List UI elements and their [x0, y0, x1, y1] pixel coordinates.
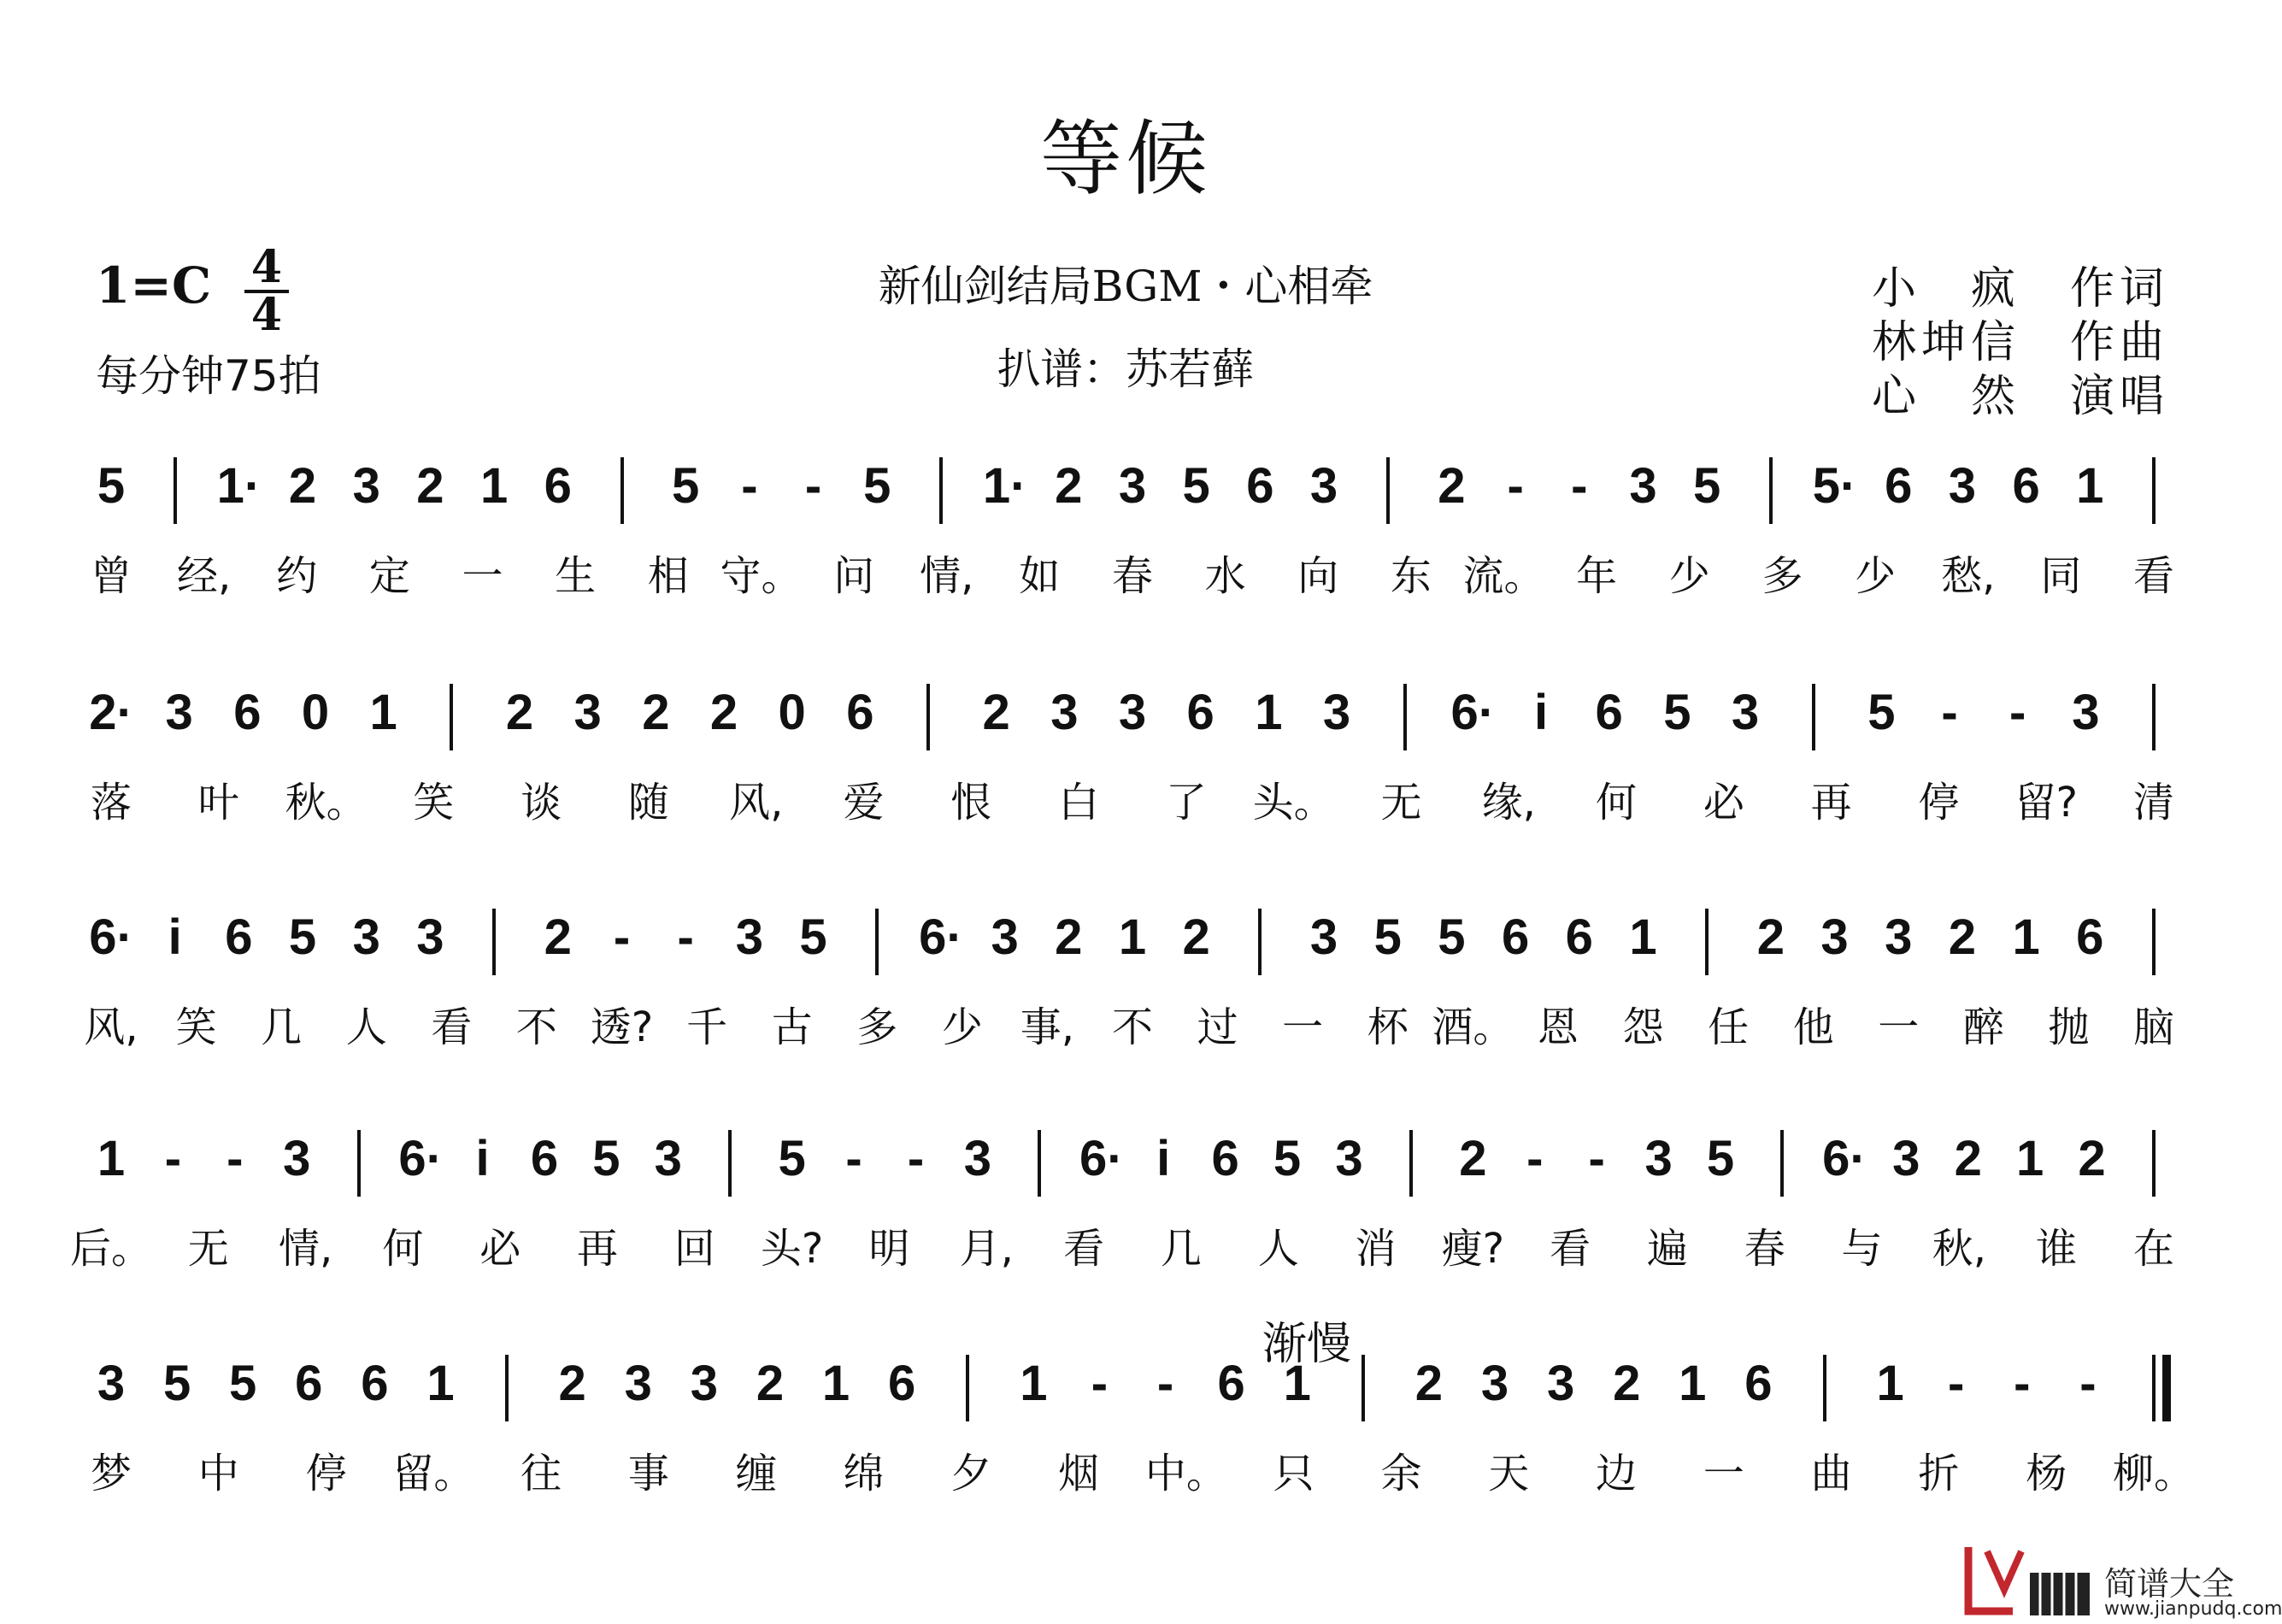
note: 5 — [1182, 458, 1210, 514]
note: 1· — [216, 458, 262, 514]
lyric-char: 清 — [2132, 779, 2175, 827]
lyric-char: 年 — [1576, 552, 1618, 600]
note: - — [613, 909, 631, 965]
note: 6 — [888, 1356, 916, 1411]
lyric-char: 停 — [1918, 779, 1960, 827]
lyric-char: 情, — [920, 552, 974, 600]
note: - — [1526, 1131, 1544, 1186]
barline — [492, 909, 496, 975]
note: 3 — [416, 909, 444, 965]
note: 2 — [288, 458, 317, 514]
note: 5 — [778, 1131, 806, 1186]
note: 6 — [361, 1356, 389, 1411]
note: 6 — [2012, 458, 2040, 514]
credit-composer: 林坤信 作曲 — [1872, 317, 2170, 368]
note: 5 — [1693, 458, 1721, 514]
subtitle: 新仙剑结局BGM・心相牵 — [878, 262, 1373, 311]
note: 6 — [295, 1356, 323, 1411]
barline — [2152, 457, 2156, 524]
lyric-char: 多 — [856, 1003, 898, 1051]
barline — [926, 684, 930, 750]
lyric-char: 相 — [647, 552, 689, 600]
note: 2 — [756, 1356, 785, 1411]
note: 2 — [1055, 909, 1083, 965]
note: 2 — [1414, 1356, 1444, 1411]
barline — [357, 1130, 361, 1197]
lyric-char: 几 — [261, 1003, 303, 1051]
lyric-char: 不 — [515, 1003, 557, 1051]
note: 6· — [1079, 1131, 1124, 1186]
lyric-char: 抛 — [2048, 1003, 2090, 1051]
note: 2 — [1182, 909, 1210, 965]
lyric-char: 梦 — [90, 1450, 132, 1497]
note: 3 — [352, 909, 380, 965]
lyric-char: 古 — [771, 1003, 813, 1051]
note: 3 — [1309, 909, 1338, 965]
lyric-char: 再 — [1810, 779, 1852, 827]
barline — [1258, 909, 1262, 975]
lyric-char: 何 — [382, 1225, 424, 1273]
barline — [2152, 909, 2156, 975]
barline — [2152, 1130, 2156, 1197]
lyric-char: 中。 — [1144, 1450, 1227, 1497]
lyric-char: 消 — [1355, 1225, 1397, 1273]
note: 5 — [229, 1356, 257, 1411]
note: 5 — [799, 909, 827, 965]
lyric-char: 看 — [1063, 1225, 1105, 1273]
note: - — [845, 1131, 862, 1186]
lyric-char: 醉 — [1962, 1003, 2004, 1051]
lyric-char: 一 — [1282, 1003, 1324, 1051]
barline — [2152, 684, 2156, 750]
note: 0 — [778, 685, 806, 740]
credit-lyricist: 小 疯 作词 — [1872, 263, 2170, 315]
lyric-char: 中 — [197, 1450, 239, 1497]
lyric-char: 酒。 — [1432, 1003, 1514, 1051]
note: 2 — [709, 685, 738, 740]
note: 3 — [654, 1131, 682, 1186]
barline — [1403, 684, 1407, 750]
note: i — [1533, 685, 1549, 740]
note: 6· — [1822, 1131, 1867, 1186]
lyric-char: 折 — [1918, 1450, 1960, 1497]
lyric-char: 爱 — [843, 779, 885, 827]
note: 3 — [2072, 685, 2100, 740]
note: 1 — [2016, 1131, 2044, 1186]
lyric-char: 秋, — [1932, 1225, 1987, 1273]
note: 6· — [89, 909, 133, 965]
tempo-text: 每分钟75拍 — [96, 351, 321, 401]
lyric-char: 看 — [431, 1003, 473, 1051]
lyric-char: 缠 — [735, 1450, 777, 1497]
note: i — [1156, 1131, 1171, 1186]
note: 3 — [1480, 1356, 1509, 1411]
note: 6 — [1186, 685, 1215, 740]
note: 6 — [544, 458, 572, 514]
note: 3 — [283, 1131, 311, 1186]
lyric-char: 绵 — [843, 1450, 885, 1497]
lyric-char: 人 — [1257, 1225, 1299, 1273]
lyric-char: 流。 — [1462, 552, 1545, 600]
note: 3 — [991, 909, 1019, 965]
lyric-char: 春 — [1111, 552, 1154, 600]
barline — [1362, 1355, 1365, 1421]
barline — [1409, 1130, 1413, 1197]
barline — [450, 684, 453, 750]
note: 6 — [1595, 685, 1623, 740]
note: 6· — [919, 909, 963, 965]
lyric-char: 怨 — [1622, 1003, 1664, 1051]
note: 2· — [89, 685, 133, 740]
lyric-char: 愁, — [1941, 552, 1996, 600]
note: 1 — [821, 1356, 850, 1411]
lyric-char: 叶 — [197, 779, 239, 827]
note: 1 — [1629, 909, 1657, 965]
lyric-char: 与 — [1841, 1225, 1883, 1273]
note: 2 — [642, 685, 670, 740]
lyric-char: 恩 — [1537, 1003, 1579, 1051]
note: 2 — [982, 685, 1010, 740]
note: 3 — [165, 685, 193, 740]
note: 3 — [1118, 685, 1147, 740]
note: 5 — [1438, 909, 1466, 965]
note: 2 — [1438, 458, 1466, 514]
note: 5· — [1812, 458, 1857, 514]
lyric-char: 烟 — [1058, 1450, 1100, 1497]
barline — [1812, 684, 1815, 750]
note: 3 — [1644, 1131, 1673, 1186]
time-signature-bottom: 4 — [250, 289, 283, 341]
note: 6· — [1450, 685, 1496, 740]
barline — [174, 457, 177, 524]
note: 5 — [1706, 1131, 1735, 1186]
lyric-char: 同 — [2040, 552, 2082, 600]
lyric-char: 白 — [1058, 779, 1100, 827]
barline — [1780, 1130, 1784, 1197]
lyric-char: 看 — [1550, 1225, 1591, 1273]
lyric-char: 向 — [1297, 552, 1339, 600]
note: 3 — [97, 1356, 126, 1411]
note: 5 — [1867, 685, 1896, 740]
lyric-char: 事, — [1020, 1003, 1075, 1051]
note: 1 — [369, 685, 397, 740]
note: - — [741, 458, 758, 514]
lyric-char: 必 — [479, 1225, 521, 1273]
lyric-char: 杯 — [1367, 1003, 1409, 1051]
note: 1 — [1255, 685, 1283, 740]
tempo-mark-ritardando: 渐慢 — [1262, 1319, 1352, 1370]
note: 1 — [2076, 458, 2104, 514]
lyric-char: 情, — [278, 1225, 333, 1273]
lyric-char: 问 — [833, 552, 875, 600]
lyric-char: 随 — [627, 779, 669, 827]
lyric-char: 夕 — [950, 1450, 992, 1497]
barline — [728, 1130, 732, 1197]
note: 3 — [690, 1356, 718, 1411]
note: 2 — [544, 909, 572, 965]
note: 5 — [672, 458, 700, 514]
barline — [875, 909, 879, 975]
lyric-char: 无 — [1380, 779, 1422, 827]
barline — [1705, 909, 1709, 975]
note: 5 — [1663, 685, 1691, 740]
credit-singer: 心 然 演唱 — [1872, 371, 2170, 422]
lyric-char: 头? — [760, 1225, 824, 1273]
score-row — [0, 909, 2251, 1122]
note: 1 — [1118, 909, 1147, 965]
lyric-char: 缘, — [1481, 779, 1536, 827]
note: 1 — [479, 458, 509, 514]
note: 3 — [1309, 458, 1338, 514]
note: - — [2009, 685, 2026, 740]
note: 2 — [1055, 458, 1083, 514]
note: 3 — [573, 685, 602, 740]
note: 1 — [1679, 1356, 1707, 1411]
note: 3 — [735, 909, 764, 965]
lyric-char: 恨 — [950, 779, 992, 827]
note: - — [907, 1131, 925, 1186]
note: - — [2079, 1356, 2097, 1411]
note: i — [168, 909, 182, 965]
barline — [1386, 457, 1390, 524]
lyric-char: 秋。 — [285, 779, 368, 827]
note: - — [1948, 1356, 1965, 1411]
note: 5 — [162, 1356, 191, 1411]
lyric-char: 东 — [1390, 552, 1432, 600]
note: 5 — [1373, 909, 1402, 965]
note: 1 — [426, 1356, 455, 1411]
lyric-char: 余 — [1380, 1450, 1422, 1497]
lyric-char: 人 — [345, 1003, 387, 1051]
lyric-char: 过 — [1197, 1003, 1238, 1051]
lyric-char: 遍 — [1646, 1225, 1688, 1273]
note: - — [2014, 1356, 2031, 1411]
lyric-char: 约 — [276, 552, 318, 600]
lyric-char: 落 — [90, 779, 132, 827]
lyric-char: 往 — [521, 1450, 562, 1497]
note: 6 — [1217, 1356, 1245, 1411]
lyric-char: 他 — [1792, 1003, 1834, 1051]
note: 2 — [1613, 1356, 1641, 1411]
note: 3 — [1322, 685, 1351, 740]
score-row — [0, 1355, 2251, 1568]
note: 6 — [1246, 458, 1274, 514]
note: 5 — [97, 458, 126, 514]
lyric-char: 何 — [1596, 779, 1638, 827]
note: - — [226, 1131, 244, 1186]
barline — [1038, 1130, 1041, 1197]
barline — [939, 457, 943, 524]
final-barline — [2162, 1355, 2171, 1421]
note: 2 — [2078, 1131, 2106, 1186]
note: 6 — [233, 685, 262, 740]
lyric-char: 留? — [2014, 779, 2078, 827]
note: 6 — [846, 685, 874, 740]
barline — [505, 1355, 509, 1421]
note: 3 — [1948, 458, 1977, 514]
lyric-char: 回 — [673, 1225, 715, 1273]
note: 5 — [592, 1131, 620, 1186]
note: 1 — [1020, 1356, 1048, 1411]
lyric-char: 杨 — [2026, 1450, 2067, 1497]
watermark-site: 简谱大全 — [2104, 1565, 2235, 1603]
note: - — [1507, 458, 1524, 514]
note: 2 — [1756, 909, 1785, 965]
lyric-char: 看 — [2132, 552, 2175, 600]
lyric-char: 脑 — [2132, 1003, 2175, 1051]
barline — [1823, 1355, 1826, 1421]
score-row — [0, 684, 2251, 897]
note: 6 — [1211, 1131, 1239, 1186]
lyric-char: 后。 — [69, 1225, 153, 1273]
note: 6· — [398, 1131, 443, 1186]
note: - — [1091, 1356, 1109, 1411]
lyric-char: 风, — [84, 1003, 138, 1051]
note: 2 — [1954, 1131, 1982, 1186]
note: 2 — [558, 1356, 586, 1411]
lyric-char: 再 — [577, 1225, 619, 1273]
note: 1· — [982, 458, 1027, 514]
lyric-char: 谁 — [2036, 1225, 2078, 1273]
lyric-char: 生 — [555, 552, 597, 600]
note: 2 — [1948, 909, 1977, 965]
lyric-char: 明 — [868, 1225, 910, 1273]
note: - — [1588, 1131, 1605, 1186]
lyric-char: 守。 — [720, 552, 803, 600]
note: 1 — [2012, 909, 2040, 965]
note: - — [804, 458, 822, 514]
lyric-char: 风, — [729, 779, 784, 827]
note: - — [1156, 1356, 1174, 1411]
note: 2 — [505, 685, 534, 740]
note: 3 — [1731, 685, 1760, 740]
lyric-char: 必 — [1703, 779, 1744, 827]
note: 6 — [225, 909, 253, 965]
lyric-char: 在 — [2132, 1225, 2175, 1273]
lyric-char: 一 — [1703, 1450, 1744, 1497]
note: 5 — [1273, 1131, 1302, 1186]
note: - — [164, 1131, 182, 1186]
watermark-url: www.jianpudq.com — [2104, 1598, 2282, 1620]
barline — [966, 1355, 969, 1421]
lyric-char: 笑 — [413, 779, 455, 827]
lyric-char: 瘦? — [1441, 1225, 1505, 1273]
note: 3 — [1050, 685, 1079, 740]
lyric-char: 少 — [1855, 552, 1897, 600]
note: - — [677, 909, 694, 965]
lyric-char: 不 — [1111, 1003, 1154, 1051]
lyric-char: 一 — [462, 552, 503, 600]
lyric-char: 无 — [187, 1225, 229, 1273]
lyric-char: 经, — [176, 552, 232, 600]
note: 1 — [97, 1131, 126, 1186]
note: 0 — [301, 685, 330, 740]
note: 1 — [1283, 1356, 1311, 1411]
score-row — [0, 1130, 2251, 1344]
barline — [620, 457, 624, 524]
lyric-char: 多 — [1761, 552, 1803, 600]
lyric-char: 几 — [1160, 1225, 1202, 1273]
note: 2 — [1459, 1131, 1487, 1186]
note: 6 — [2076, 909, 2104, 965]
note: 3 — [1118, 458, 1147, 514]
note: 6 — [530, 1131, 559, 1186]
lyric-char: 春 — [1744, 1225, 1785, 1273]
lyric-char: 少 — [1668, 552, 1710, 600]
lyric-char: 边 — [1596, 1450, 1638, 1497]
final-barline — [2152, 1355, 2156, 1421]
lyric-char: 透? — [590, 1003, 654, 1051]
note: 2 — [416, 458, 444, 514]
note: 3 — [1885, 909, 1913, 965]
lyric-char: 事 — [627, 1450, 669, 1497]
lyric-char: 千 — [686, 1003, 728, 1051]
lyric-char: 月, — [959, 1225, 1014, 1273]
note: 3 — [1629, 458, 1657, 514]
lyric-char: 如 — [1019, 552, 1061, 600]
lyric-char: 柳。 — [2112, 1450, 2196, 1497]
key-signature: 1=C — [96, 256, 212, 315]
lyric-char: 一 — [1878, 1003, 1920, 1051]
note: 5 — [863, 458, 891, 514]
lyric-char: 天 — [1488, 1450, 1530, 1497]
note: 3 — [1546, 1356, 1575, 1411]
barline — [1769, 457, 1773, 524]
lyric-char: 曲 — [1810, 1450, 1852, 1497]
watermark-check-icon — [1987, 1551, 2021, 1590]
note: 3 — [1820, 909, 1849, 965]
note: 6 — [1885, 458, 1913, 514]
note: 3 — [963, 1131, 992, 1186]
note: 3 — [1335, 1131, 1363, 1186]
song-title: 等候 — [1040, 111, 1211, 207]
time-signature-top: 4 — [250, 241, 283, 293]
note: 3 — [1892, 1131, 1920, 1186]
lyric-char: 只 — [1273, 1450, 1315, 1497]
lyric-char: 谈 — [521, 779, 562, 827]
note: 3 — [352, 458, 380, 514]
note: 6 — [1501, 909, 1530, 965]
lyric-char: 定 — [368, 552, 410, 600]
note: - — [1571, 458, 1588, 514]
note: 6 — [1565, 909, 1593, 965]
lyric-char: 头。 — [1252, 779, 1335, 827]
note: 1 — [1876, 1356, 1904, 1411]
lyric-char: 留。 — [392, 1450, 475, 1497]
note: 6 — [1744, 1356, 1773, 1411]
note: 5 — [288, 909, 317, 965]
note: 3 — [624, 1356, 652, 1411]
lyric-char: 了 — [1165, 779, 1207, 827]
lyric-char: 水 — [1204, 552, 1246, 600]
score-row — [0, 457, 2251, 671]
note: - — [1941, 685, 1958, 740]
lyric-char: 少 — [941, 1003, 983, 1051]
transcriber: 扒谱：苏若藓 — [997, 344, 1254, 394]
lyric-char: 任 — [1708, 1003, 1750, 1051]
lyric-char: 曾 — [90, 552, 132, 600]
note: i — [475, 1131, 490, 1186]
lyric-char: 笑 — [175, 1003, 217, 1051]
lyric-char: 停 — [305, 1450, 347, 1497]
